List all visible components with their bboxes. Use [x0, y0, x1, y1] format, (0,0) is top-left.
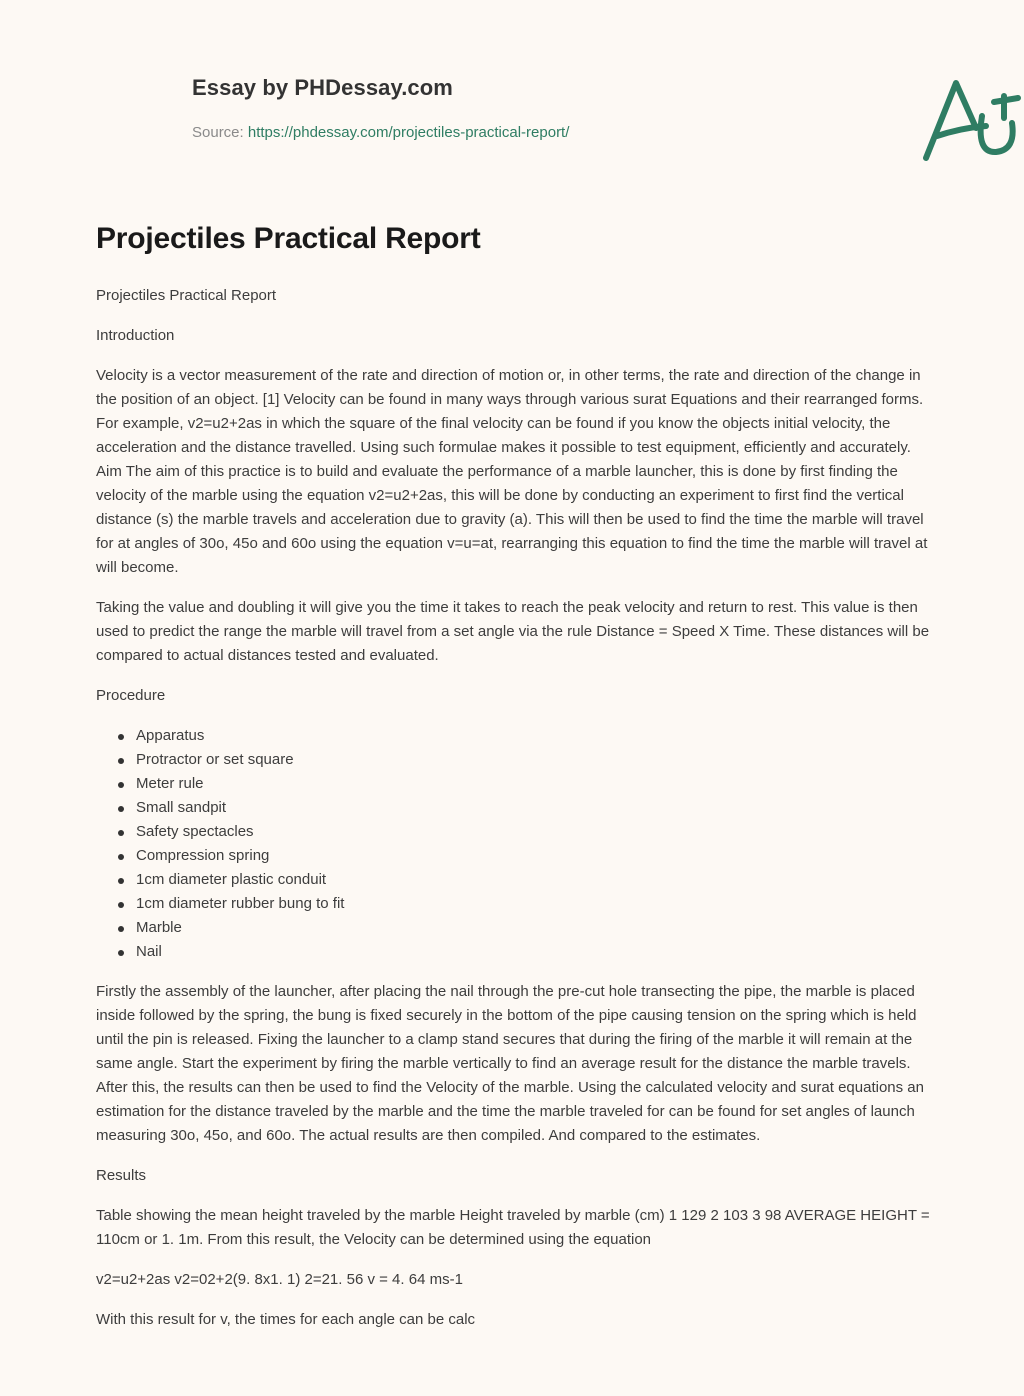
list-item: Compression spring — [136, 844, 936, 868]
source-label: Source: — [192, 124, 248, 141]
bullet-icon — [118, 926, 124, 932]
bullet-icon — [118, 734, 124, 740]
bullet-icon — [118, 782, 124, 788]
list-item: Apparatus — [136, 724, 936, 748]
velocity-equation: v2=u2+2as v2=02+2(9. 8x1. 1) 2=21. 56 v = 4. 64 ms-1 — [96, 1271, 463, 1288]
procedure-paragraph: Firstly the assembly of the launcher, after placing the nail through the pre-cut hole transecting the pipe, the marble is placed inside followed by the spring, the bung is fixed securely in the bottom of the pipe causing tension on the spring which is held until the pin is released. Fixing the launcher to a clamp stand secures that during the firing of the marble it will remain at the same angle. Start the experiment by firing the marble vertically to find an average result for the distance the marble travels. After this, the results can then be used to find the Velocity of the marble. Using the calculated velocity and surat equations an estimation for the distance traveled by the marble and the time the marble traveled for can be found for set angles of launch measuring 30o, 45o, and 60o. The actual results are then compiled. And compared to the estimates. — [96, 983, 924, 1144]
bullet-icon — [118, 806, 124, 812]
section-heading-procedure: Procedure — [96, 687, 166, 704]
page-header — [96, 0, 928, 200]
bullet-icon — [118, 950, 124, 956]
a-plus-logo-icon — [916, 68, 1024, 168]
source-link[interactable]: https://phdessay.com/projectiles-practical-report/ — [247, 124, 570, 141]
introduction-paragraph: Velocity is a vector measurement of the rate and direction of motion or, in other terms, the rate and direction of the change in the position of an object. [1] Velocity can be found in many ways through various surat Equations and their rearranged forms. For example, v2=u2+2as in which the square of the final velocity can be found if you know the objects initial velocity, the acceleration and the distance travelled. Using such formulae makes it possible to test equipment, efficiently and accurately. Aim The aim of this practice is to build and evaluate the performance of a marble launcher, this is done by first finding the velocity of the marble using the equation v2=u2+2as, this will be done by conducting an experiment to first find the vertical distance (s) the marble travels and acceleration due to gravity (a). This will then be used to find the time the marble will travel for at angles of 30o, 45o and 60o using the equation v=u=at, rearranging this equation to find the time the marble will travel at will become. — [96, 367, 928, 576]
list-item: Meter rule — [136, 772, 936, 796]
list-item: Protractor or set square — [136, 748, 936, 772]
list-item: Safety spectacles — [136, 820, 936, 844]
list-item: 1cm diameter plastic conduit — [136, 868, 936, 892]
list-item: Nail — [136, 940, 936, 964]
document-title: Projectiles Practical Report — [96, 222, 481, 255]
method-overview-paragraph: Taking the value and doubling it will give you the time it takes to reach the peak velocity and return to rest. This value is then used to predict the range the marble will travel from a set angle via the rule Distance = Speed X Time. These distances will be compared to actual distances tested and evaluated. — [96, 599, 930, 664]
section-heading-results: Results — [96, 1167, 147, 1184]
apparatus-list — [96, 724, 936, 964]
list-item: 1cm diameter rubber bung to fit — [136, 892, 936, 916]
bullet-icon — [118, 854, 124, 860]
bullet-icon — [118, 878, 124, 884]
results-paragraph: Table showing the mean height traveled by the marble Height traveled by marble (cm) 1 129 2 103 3 98 AVERAGE HEIGHT = 110cm or 1. 1m. From this result, the Velocity can be determined using the equation — [96, 1207, 930, 1248]
truncated-paragraph: With this result for v, the times for each angle can be calc — [96, 1311, 476, 1328]
bullet-icon — [118, 830, 124, 836]
section-heading-introduction: Introduction — [96, 327, 175, 344]
list-item: Small sandpit — [136, 796, 936, 820]
document-subtitle: Projectiles Practical Report — [96, 287, 277, 304]
bullet-icon — [118, 758, 124, 764]
site-title: Essay by PHDessay.com — [192, 75, 453, 100]
bullet-icon — [118, 902, 124, 908]
list-item: Marble — [136, 916, 936, 940]
document-body — [96, 284, 936, 1348]
source-line — [192, 124, 569, 141]
